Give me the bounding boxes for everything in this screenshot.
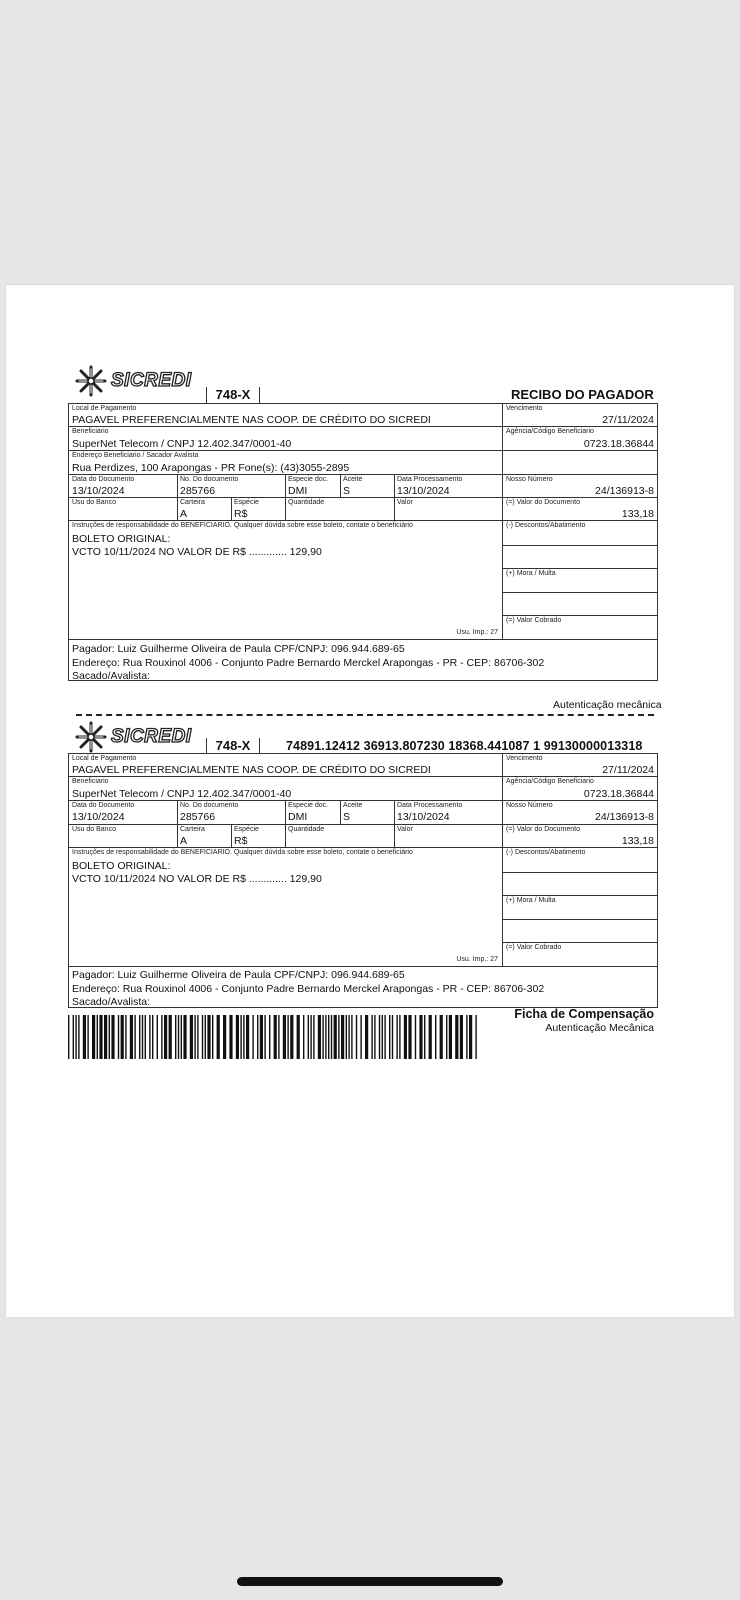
uso-banco-label: Usu do Banco [72,499,116,506]
vencimento-label: Vencimento [506,405,543,412]
beneficiario: SuperNet Telecom / CNPJ 12.402.347/0001-40 [72,788,292,800]
num-documento-label: No. Do documento [180,476,239,483]
home-indicator[interactable] [237,1577,503,1586]
carteira: A [180,508,188,520]
instrucoes-label: Instruções de responsabilidade do BENEFICIARIO. Qualquer dúvida sobre esse boleto, contate o beneficiário [72,849,413,856]
agencia: 0723.18.36844 [583,788,654,800]
pagador: Pagador: Luiz Guilherme Oliveira de Paula CPF/CNPJ: 096.944.689-65 [72,643,405,655]
bank-code: 748-X [206,387,260,403]
aceite: S [343,485,351,497]
especie: R$ [234,508,248,520]
barcode-bars [68,1015,480,1059]
quantidade-label: Quantidade [288,826,325,833]
logo-text: SICREDI [111,726,192,747]
especie-doc-label: Especie doc. [288,802,329,809]
especie-doc-label: Especie doc. [288,476,329,483]
local-pagamento-label: Local de Pagamento [72,405,137,412]
sicredi-star-icon [74,364,108,398]
endereco-pagador: Endereço: Rua Rouxinol 4006 - Conjunto Padre Bernardo Merckel Arapongas - PR - CEP: 86706-302 [72,983,545,995]
data-processamento: 13/10/2024 [397,485,450,497]
endereco-pagador: Endereço: Rua Rouxinol 4006 - Conjunto Padre Bernardo Merckel Arapongas - PR - CEP: 86706-302 [72,657,545,669]
autenticacao-mecanica: Autenticação mecânica [553,699,662,711]
carteira: A [180,835,188,847]
nosso-numero: 24/136913-8 [595,485,654,497]
descontos-label: (-) Descontos/Abatimento [506,849,586,856]
valor-documento-label: (=) Valor do Documento [506,826,580,833]
agencia: 0723.18.36844 [583,438,654,450]
beneficiario-label: Beneficiario [72,778,109,785]
data-processamento-label: Data Processamento [397,476,463,483]
valor-label: Valor [397,826,413,833]
cut-line [76,714,654,716]
aceite-label: Aceite [343,802,363,809]
nosso-numero-label: Nosso Número [506,802,553,809]
sicredi-logo-ficha [74,720,192,754]
logo-text: SICREDI [111,370,192,391]
agencia-label: Agência/Código Beneficiario [506,778,594,785]
instrucoes-label: Instruções de responsabilidade do BENEFICIARIO. Qualquer dúvida sobre esse boleto, contate o beneficiário [72,522,413,529]
instrucao-boleto-original: BOLETO ORIGINAL: [72,533,171,545]
data-documento: 13/10/2024 [72,485,125,497]
autenticacao-mecanica-ficha: Autenticação Mecânica [545,1022,654,1034]
num-documento: 285766 [180,811,216,823]
ficha-compensacao-title: Ficha de Compensação [514,1007,654,1021]
agencia-label: Agência/Código Beneficiario [506,428,594,435]
vencimento: 27/11/2024 [602,414,654,426]
valor-cobrado-label: (=) Valor Cobrado [506,944,562,951]
pagador: Pagador: Luiz Guilherme Oliveira de Paula CPF/CNPJ: 096.944.689-65 [72,969,405,981]
especie: R$ [234,835,248,847]
usu-imp: Usu. Imp.: 27 [456,956,498,963]
especie-doc: DMI [288,811,308,823]
nosso-numero-label: Nosso Número [506,476,553,483]
endereco-beneficiario-label: Endereço Beneficiario / Sacador Avalista [72,452,199,459]
valor-documento: 133,18 [621,835,654,847]
sicredi-star-icon [74,720,108,754]
valor-label: Valor [397,499,413,506]
mora-label: (+) Mora / Multa [506,897,556,904]
carteira-label: Carteira [180,499,205,506]
ficha-form [68,753,658,1008]
data-documento-label: Data do Documento [72,476,135,483]
barcode [68,1015,480,1059]
aceite-label: Aceite [343,476,363,483]
beneficiario-label: Beneficiario [72,428,109,435]
usu-imp: Usu. Imp.: 27 [456,629,498,636]
uso-banco-label: Usu do Banco [72,826,116,833]
valor-documento: 133,18 [621,508,654,520]
sacado-avalista: Sacado/Avalista: [72,996,151,1008]
data-documento: 13/10/2024 [72,811,125,823]
vencimento: 27/11/2024 [602,764,654,776]
receipt-form [68,403,658,681]
num-documento-label: No. Do documento [180,802,239,809]
aceite: S [343,811,351,823]
vencimento-label: Vencimento [506,755,543,762]
sicredi-logo [74,364,192,398]
carteira-label: Carteira [180,826,205,833]
instrucao-vencimento: VCTO 10/11/2024 NO VALOR DE R$ ............. 129,90 [72,873,322,885]
bank-code-ficha: 748-X [206,738,260,754]
mora-label: (+) Mora / Multa [506,570,556,577]
instrucao-boleto-original: BOLETO ORIGINAL: [72,860,171,872]
local-pagamento: PAGAVEL PREFERENCIALMENTE NAS COOP. DE CRÉDITO DO SICREDI [72,414,431,426]
nosso-numero: 24/136913-8 [595,811,654,823]
valor-documento-label: (=) Valor do Documento [506,499,580,506]
instrucao-vencimento: VCTO 10/11/2024 NO VALOR DE R$ ............. 129,90 [72,546,322,558]
especie-doc: DMI [288,485,308,497]
especie-label: Espécie [234,499,259,506]
data-processamento: 13/10/2024 [397,811,450,823]
num-documento: 285766 [180,485,216,497]
data-processamento-label: Data Processamento [397,802,463,809]
descontos-label: (-) Descontos/Abatimento [506,522,586,529]
endereco-beneficiario: Rua Perdizes, 100 Arapongas - PR Fone(s): (43)3055-2895 [72,462,350,474]
data-documento-label: Data do Documento [72,802,135,809]
receipt-title: RECIBO DO PAGADOR [511,387,654,402]
quantidade-label: Quantidade [288,499,325,506]
local-pagamento: PAGAVEL PREFERENCIALMENTE NAS COOP. DE CRÉDITO DO SICREDI [72,764,431,776]
sacado-avalista: Sacado/Avalista: [72,670,151,682]
local-pagamento-label: Local de Pagamento [72,755,137,762]
linha-digitavel: 74891.12412 36913.807230 18368.441087 1 99130000013318 [286,739,643,753]
especie-label: Espécie [234,826,259,833]
valor-cobrado-label: (=) Valor Cobrado [506,617,562,624]
beneficiario: SuperNet Telecom / CNPJ 12.402.347/0001-40 [72,438,292,450]
